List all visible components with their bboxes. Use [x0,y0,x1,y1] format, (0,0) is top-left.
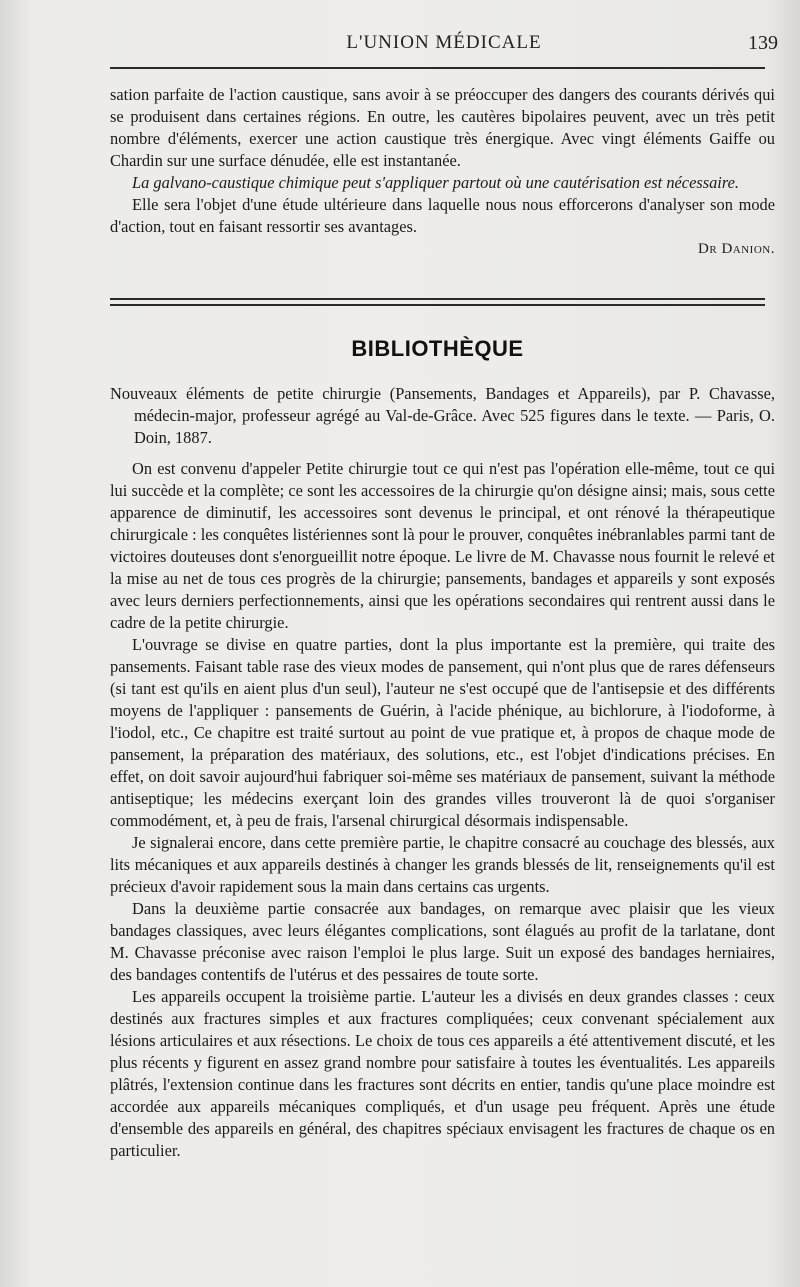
review-paragraph: Je signalerai encore, dans cette première partie, le chapitre consacré au couchage des blessés, aux lits mécaniques et aux appareils destinés à changer les grands blessés de lit, renseignements qu'il est précieux d'avoir rapidement sous la main dans certains cas urgents. [110,833,775,896]
review-paragraph: Les appareils occupent la troisième partie. L'auteur les a divisés en deux grandes classes : ceux destinés aux fractures simples et aux fractures compliquées; ceux convenant spécialement aux lésions articulaires et aux résections. Le choix de tous ces appareils a été attentivement discuté, et les plus récents y figurent en assez grand nombre pour satisfaire à toutes les éventualités. Les appareils plâtrés, l'extension continue dans les fractures sont décrits en entier, tandis qu'une place moindre est accordée aux appareils mécaniques compliqués, et d'un usage peu fréquent. Après une étude d'ensemble des appareils en général, des chapitres spéciaux envisagent les fractures de chaque os en particulier. [110,987,775,1160]
continuation-paragraph: Elle sera l'objet d'une étude ultérieure dans laquelle nous nous efforcerons d'analyser son mode d'action, tout en faisant ressortir ses avantages. [110,195,775,236]
article-continuation [110,84,775,260]
section-title: BIBLIOTHÈQUE [351,336,524,361]
section-divider-bottom [110,304,765,306]
italic-statement: La galvano-caustique chimique peut s'appliquer partout où une cautérisation est nécessaire. [132,173,739,192]
book-reference-text: Nouveaux éléments de petite chirurgie (Pansements, Bandages et Appareils), par P. Chavasse, médecin-major, professeur agrégé au Val-de-Grâce. Avec 525 figures dans le texte. — Paris, O. Doin, 1887. [110,384,775,447]
review-body [110,458,775,1162]
review-paragraph: Dans la deuxième partie consacrée aux bandages, on remarque avec plaisir que les vieux bandages classiques, avec leurs élégantes complications, sont élagués au profit de la tarlatane, dont M. Chavasse préconise avec raison l'emploi le plus large. Suit un exposé des bandages herniaires, des bandages contentifs de l'utérus et des pessaires de toute sorte. [110,899,775,984]
page-number: 139 [748,32,778,54]
section-divider-top [110,298,765,300]
continuation-paragraph: sation parfaite de l'action caustique, sans avoir à se préoccuper des dangers des courants dérivés qui se produisent dans certaines régions. En outre, les cautères bipolaires peuvent, avec un très petit nombre d'éléments, exercer une action caustique très énergique. Avec vingt éléments Gaiffe ou Chardin sur une surface dénudée, elle est instantanée. [110,85,775,170]
running-title: L'UNION MÉDICALE [346,32,542,53]
header-rule [110,67,765,69]
review-paragraph: On est convenu d'appeler Petite chirurgie tout ce qui n'est pas l'opération elle-même, tout ce qui lui succède et la complète; ce sont les accessoires de la chirurgie qu'on désigne ainsi; mais, sous cette apparence de diminutif, les accessoires sont devenus le principal, et ont rénové la thérapeutique chirurgicale : les conquêtes listériennes sont là pour le prouver, conquêtes inébranlables parmi tant de victoires douteuses dont s'enorgueillit notre époque. Le livre de M. Chavasse nous fournit le relevé et la mise au net de tous ces progrès de la chirurgie; pansements, bandages et appareils y sont exposés avec leurs derniers perfectionnements, ainsi que les opérations secondaires qui rentrent aussi dans le cadre de la petite chirurgie. [110,459,775,632]
book-reference [110,383,775,449]
author-signature: Dr Danion. [698,241,775,257]
page-header [110,32,778,62]
review-paragraph: L'ouvrage se divise en quatre parties, dont la plus importante est la première, qui traite des pansements. Faisant table rase des vieux modes de pansement, qui n'ont plus que de rares défenseurs (si tant est qu'ils en aient plus d'un seul), l'auteur ne s'est occupé que de l'antisepsie et des différents moyens de l'appliquer : pansements de Guérin, à l'acide phénique, au bichlorure, à l'iodoforme, à l'iodol, etc., Ce chapitre est traité surtout au point de vue pratique et, à propos de chaque mode de pansement, la préparation des matériaux, des solutions, etc., est l'objet d'indications précises. En effet, on doit savoir aujourd'hui fabriquer soi-même ses matériaux de pansement, suivant la méthode antiseptique; les médecins exerçant loin des grandes villes trouveront là de quoi s'organiser commodément, et, à peu de frais, l'arsenal chirurgical désormais indispensable. [110,635,775,830]
